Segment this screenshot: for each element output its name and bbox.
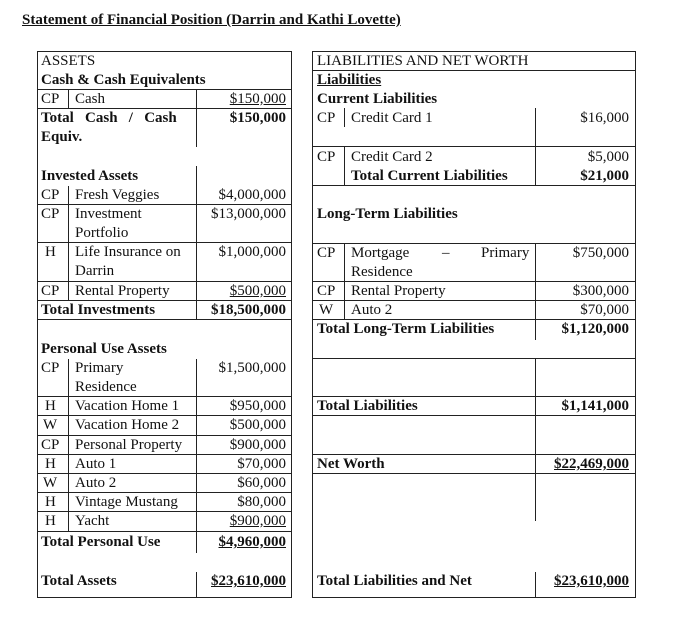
personal-label: Vacation Home 2 [75, 417, 180, 433]
longterm-heading: Long-Term Liabilities [317, 206, 458, 222]
net-worth-value: $22,469,000 [554, 456, 629, 472]
total-cash-value: $150,000 [229, 110, 286, 126]
invested-value: $1,000,000 [218, 244, 286, 260]
current-label: Credit Card 1 [351, 110, 433, 126]
invested-label: Rental Property [75, 283, 170, 299]
total-personal-label: Total Personal Use [41, 534, 161, 550]
current-heading: Current Liabilities [317, 91, 438, 107]
net-worth-label: Net Worth [317, 456, 385, 472]
personal-label: Primary [75, 360, 124, 376]
personal-value: $1,500,000 [218, 360, 286, 376]
personal-owner: H [45, 494, 56, 510]
invested-value: $13,000,000 [211, 206, 286, 222]
total-liab-net-label: Total Liabilities and Net [317, 573, 472, 589]
personal-owner: W [43, 475, 58, 491]
personal-owner: H [45, 513, 56, 529]
personal-owner: H [45, 398, 56, 414]
invested-heading: Invested Assets [41, 168, 139, 184]
total-liab-net-value: $23,610,000 [554, 573, 629, 589]
longterm-owner: CP [317, 283, 336, 299]
personal-value: $950,000 [229, 398, 286, 414]
invested-owner: CP [41, 206, 60, 222]
invested-owner: H [45, 244, 56, 260]
current-value: $16,000 [580, 110, 629, 126]
longterm-owner: W [319, 302, 334, 318]
total-liabilities-label: Total Liabilities [317, 398, 418, 414]
personal-value: $80,000 [237, 494, 286, 510]
longterm-label-right: Primary [481, 245, 530, 261]
cash-value: $150,000 [229, 91, 286, 107]
total-investments-value: $18,500,000 [211, 302, 286, 318]
total-cash-label-2: Equiv. [41, 129, 83, 145]
longterm-dash: – [442, 245, 450, 261]
invested-owner: CP [41, 283, 60, 299]
page-title: Statement of Financial Position (Darrin and Kathi Lovette) [22, 12, 401, 28]
invested-label-2: Portfolio [75, 225, 129, 241]
total-current-label: Total Current Liabilities [351, 168, 508, 184]
personal-label: Yacht [75, 513, 110, 529]
invested-value: $4,000,000 [218, 187, 286, 203]
personal-owner: H [45, 456, 56, 472]
current-owner: CP [317, 110, 336, 126]
personal-owner: CP [41, 360, 60, 376]
personal-label: Vintage Mustang [75, 494, 178, 510]
invested-owner: CP [41, 187, 60, 203]
longterm-label: Rental Property [351, 283, 446, 299]
longterm-label-2: Residence [351, 264, 413, 280]
liabilities-heading: LIABILITIES AND NET WORTH [317, 53, 529, 69]
longterm-owner: CP [317, 245, 336, 261]
total-liabilities-value: $1,141,000 [561, 398, 629, 414]
invested-label: Fresh Veggies [75, 187, 160, 203]
personal-value: $500,000 [229, 417, 286, 433]
longterm-value: $70,000 [580, 302, 629, 318]
total-investments-label: Total Investments [41, 302, 156, 318]
longterm-label: Mortgage [351, 245, 410, 261]
total-cash-label: Total Cash / Cash [41, 110, 177, 126]
cash-label: Cash [75, 91, 105, 107]
personal-label: Vacation Home 1 [75, 398, 180, 414]
invested-label-2: Darrin [75, 263, 115, 279]
invested-value: $500,000 [229, 283, 286, 299]
longterm-value: $750,000 [572, 245, 629, 261]
current-label: Credit Card 2 [351, 149, 433, 165]
total-assets-value: $23,610,000 [211, 573, 286, 589]
invested-label: Investment [75, 206, 142, 222]
personal-label: Auto 2 [75, 475, 117, 491]
personal-owner: CP [41, 437, 60, 453]
total-assets-label: Total Assets [41, 573, 117, 589]
personal-value: $60,000 [237, 475, 286, 491]
total-longterm-label: Total Long-Term Liabilities [317, 321, 495, 337]
liabilities-subheading: Liabilities [317, 72, 382, 88]
personal-heading: Personal Use Assets [41, 341, 167, 357]
invested-label: Life Insurance on [75, 244, 181, 260]
personal-label: Auto 1 [75, 456, 117, 472]
longterm-value: $300,000 [572, 283, 629, 299]
personal-label-2: Residence [75, 379, 137, 395]
current-value: $5,000 [587, 149, 629, 165]
cash-owner: CP [41, 91, 60, 107]
personal-value: $70,000 [237, 456, 286, 472]
assets-heading: ASSETS [41, 53, 96, 69]
personal-value: $900,000 [229, 437, 286, 453]
personal-label: Personal Property [75, 437, 183, 453]
personal-value: $900,000 [229, 513, 286, 529]
current-owner: CP [317, 149, 336, 165]
total-personal-value: $4,960,000 [218, 534, 286, 550]
cash-heading: Cash & Cash Equivalents [41, 72, 206, 88]
total-longterm-value: $1,120,000 [561, 321, 629, 337]
total-current-value: $21,000 [580, 168, 629, 184]
personal-owner: W [43, 417, 58, 433]
longterm-label: Auto 2 [351, 302, 393, 318]
